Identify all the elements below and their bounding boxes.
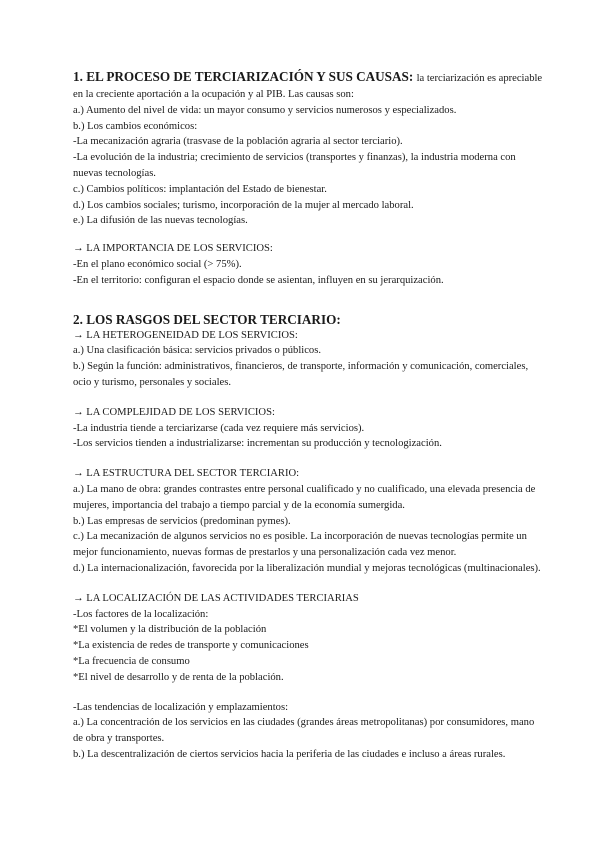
structure-c: c.) La mecanización de algunos servicios no es posible. La incorporación de nuevas tecnologías permite un mejor funcionamiento, nuevas formas de prestarlos y una personalización cada vez menor. [73, 531, 527, 559]
cause-b-industry: -La evolución de la industria; crecimiento de servicios (transportes y finanzas), la industria moderna con nuevas tecnologías. [73, 152, 516, 179]
trends-b: b.) La descentralización de ciertos servicios hacia la periferia de las ciudades e incluso a áreas rurales. [73, 748, 506, 760]
location-title: → LA LOCALIZACIÓN DE LAS ACTIVIDADES TERCIARIAS [73, 592, 359, 604]
importance-title: → LA IMPORTANCIA DE LOS SERVICIOS: [73, 243, 273, 255]
complexity-title: → LA COMPLEJIDAD DE LOS SERVICIOS: [73, 406, 275, 418]
trends-title: -Las tendencias de localización y emplazamientos: [73, 701, 289, 713]
section1-heading-line [73, 68, 543, 87]
document-page [73, 68, 543, 763]
cause-d: d.) Los cambios sociales; turismo, incorporación de la mujer al mercado laboral. [73, 199, 414, 211]
heterogeneity-a: a.) Una clasificación básica: servicios privados o públicos. [73, 345, 321, 357]
cause-b: b.) Los cambios económicos: [73, 120, 198, 132]
importance-territory: -En el territorio: configuran el espacio donde se asientan, influyen en su jerarquización. [73, 274, 444, 286]
structure-b: b.) Las empresas de servicios (predominan pymes). [73, 515, 291, 527]
cause-c: c.) Cambios políticos: implantación del Estado de bienestar. [73, 183, 327, 195]
structure-a: a.) La mano de obra: grandes contrastes entre personal cualificado y no cualificado, una elevada presencia de mujeres, importancia del trabajo a tiempo parcial y de la economía sumergida. [73, 483, 536, 511]
location-factors-title: -Los factores de la localización: [73, 608, 209, 620]
complexity-industry: -La industria tiende a terciarizarse (cada vez requiere más servicios). [73, 422, 365, 434]
cause-e: e.) La difusión de las nuevas tecnologías. [73, 215, 248, 227]
location-factor-transport: *La existencia de redes de transporte y comunicaciones [73, 640, 309, 652]
section1-intro-second: en la creciente aportación a la ocupación y al PIB. Las causas son: [73, 89, 354, 100]
section1-title: 1. EL PROCESO DE TERCIARIZACIÓN Y SUS CAUSAS: [73, 69, 414, 84]
cause-a: a.) Aumento del nivel de vida: un mayor consumo y servicios numerosos y especializados. [73, 104, 457, 116]
trends-a: a.) La concentración de los servicios en las ciudades (grandes áreas metropolitanas) por consumidores, mano de obra y transportes. [73, 717, 535, 745]
location-factor-population: *El volumen y la distribución de la población [73, 624, 267, 636]
section2-title: 2. LOS RASGOS DEL SECTOR TERCIARIO: [73, 311, 341, 327]
location-factor-frequency: *La frecuencia de consumo [73, 655, 190, 667]
heterogeneity-b: b.) Según la función: administrativos, financieros, de transporte, información y comunicación, comerciales, ocio y turismo, personales y sociales. [73, 361, 529, 388]
importance-economic: -En el plano económico social (> 75%). [73, 258, 242, 270]
cause-b-agrarian: -La mecanización agraria (trasvase de la población agraria al sector terciario). [73, 136, 403, 148]
heterogeneity-title: → LA HETEROGENEIDAD DE LOS SERVICIOS: [73, 329, 298, 341]
structure-d: d.) La internacionalización, favorecida por la liberalización mundial y mejoras tecnológicas (multinacionales). [73, 562, 541, 574]
location-factor-development: *El nivel de desarrollo y de renta de la población. [73, 671, 284, 683]
structure-title: → LA ESTRUCTURA DEL SECTOR TERCIARIO: [73, 468, 300, 480]
complexity-services: -Los servicios tienden a industrializarse: incrementan su producción y tecnologización. [73, 438, 442, 450]
section1-intro-first: la terciarización es apreciable [416, 73, 543, 84]
